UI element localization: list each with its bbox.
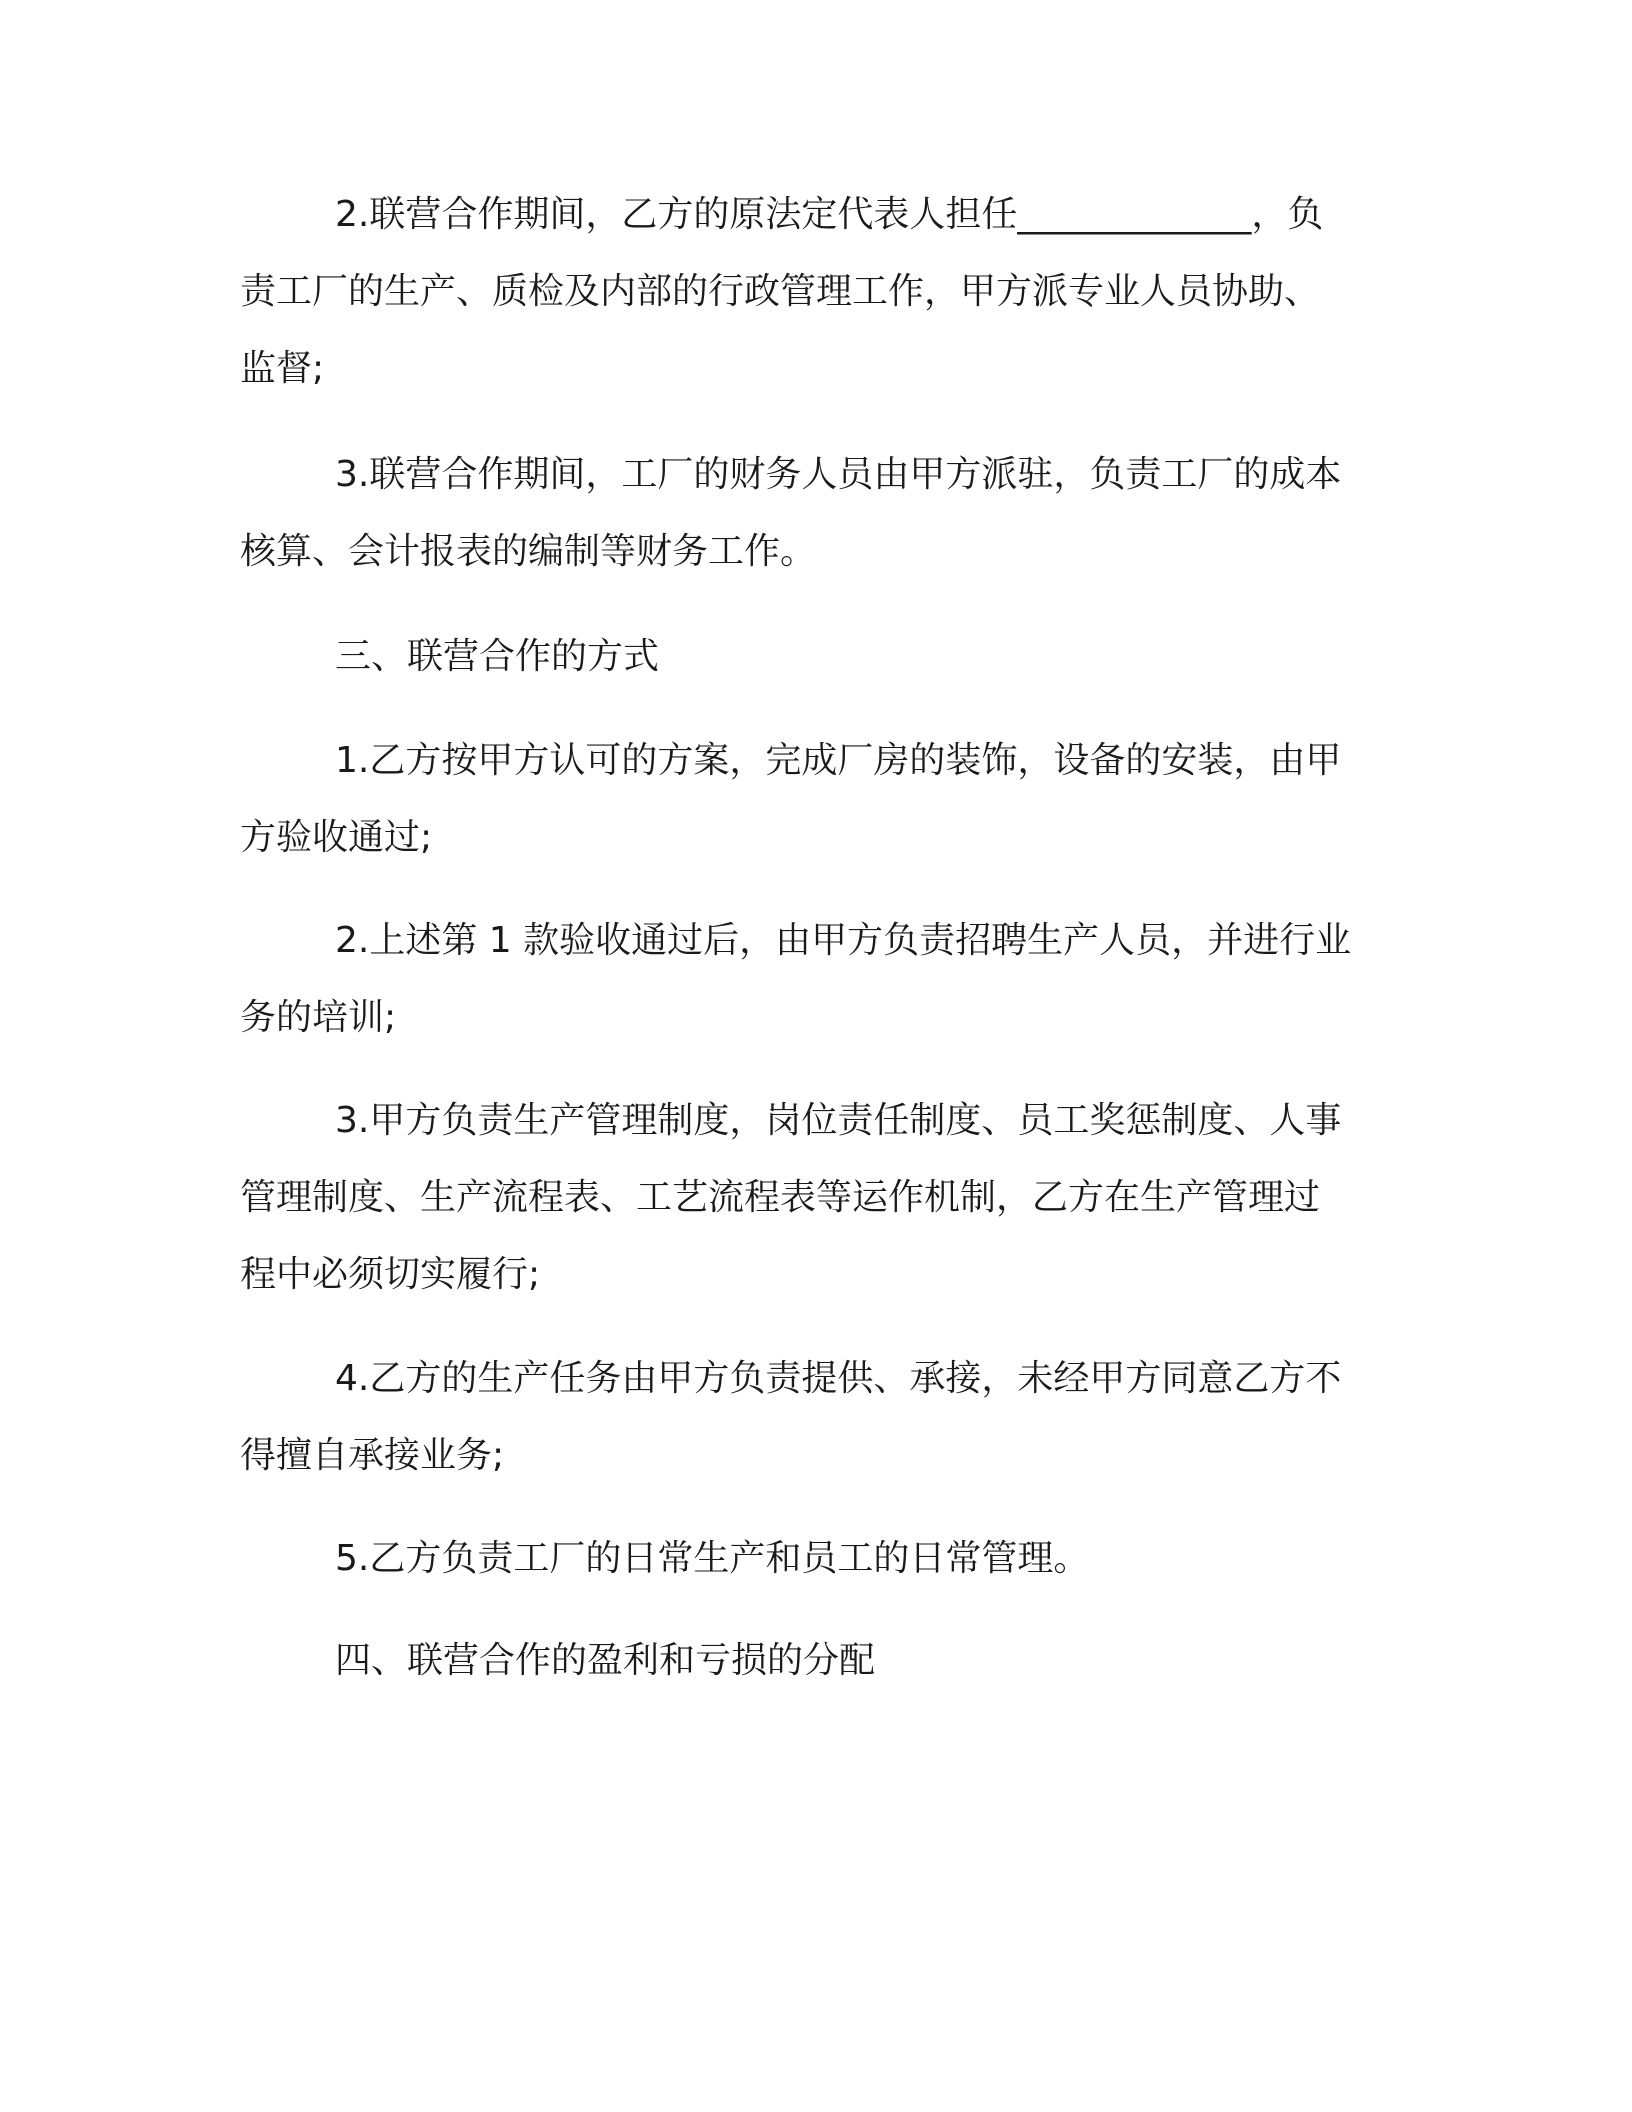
clause-paragraph (240, 1082, 1370, 1313)
text-line: 2.上述第 1 款验收通过后，由甲方负责招聘生产人员，并进行业 (335, 920, 1352, 961)
text-line: 4.乙方的生产任务由甲方负责提供、承接，未经甲方同意乙方不 (335, 1358, 1342, 1399)
section-heading (240, 618, 1370, 695)
text-line: 程中必须切实履行; (240, 1254, 541, 1295)
clause-paragraph (240, 1340, 1370, 1494)
text-line: 3.联营合作期间，工厂的财务人员由甲方派驻，负责工厂的成本 (335, 454, 1342, 495)
text-line: 5.乙方负责工厂的日常生产和员工的日常管理。 (335, 1538, 1090, 1579)
text-line: 监督; (240, 348, 325, 389)
text-line: 核算、会计报表的编制等财务工作。 (240, 531, 817, 572)
text-line: 2.联营合作期间，乙方的原法定代表人担任_____________，负 (335, 194, 1324, 235)
clause-paragraph (240, 176, 1370, 407)
section-heading (240, 1622, 1370, 1699)
text-line: 务的培训; (240, 997, 397, 1038)
text-line: 责工厂的生产、质检及内部的行政管理工作，甲方派专业人员协助、 (240, 271, 1321, 312)
heading-text: 三、联营合作的方式 (335, 636, 660, 677)
text-line: 管理制度、生产流程表、工艺流程表等运作机制，乙方在生产管理过 (240, 1177, 1321, 1218)
text-line: 3.甲方负责生产管理制度，岗位责任制度、员工奖惩制度、人事 (335, 1100, 1342, 1141)
heading-text: 四、联营合作的盈利和亏损的分配 (335, 1640, 876, 1681)
clause-paragraph (240, 722, 1370, 876)
clause-paragraph (240, 902, 1370, 1056)
clause-paragraph (240, 1520, 1370, 1597)
text-line: 1.乙方按甲方认可的方案，完成厂房的装饰，设备的安装，由甲 (335, 740, 1342, 781)
clause-paragraph (240, 436, 1370, 590)
text-line: 得擅自承接业务; (240, 1435, 505, 1476)
text-line: 方验收通过; (240, 817, 433, 858)
